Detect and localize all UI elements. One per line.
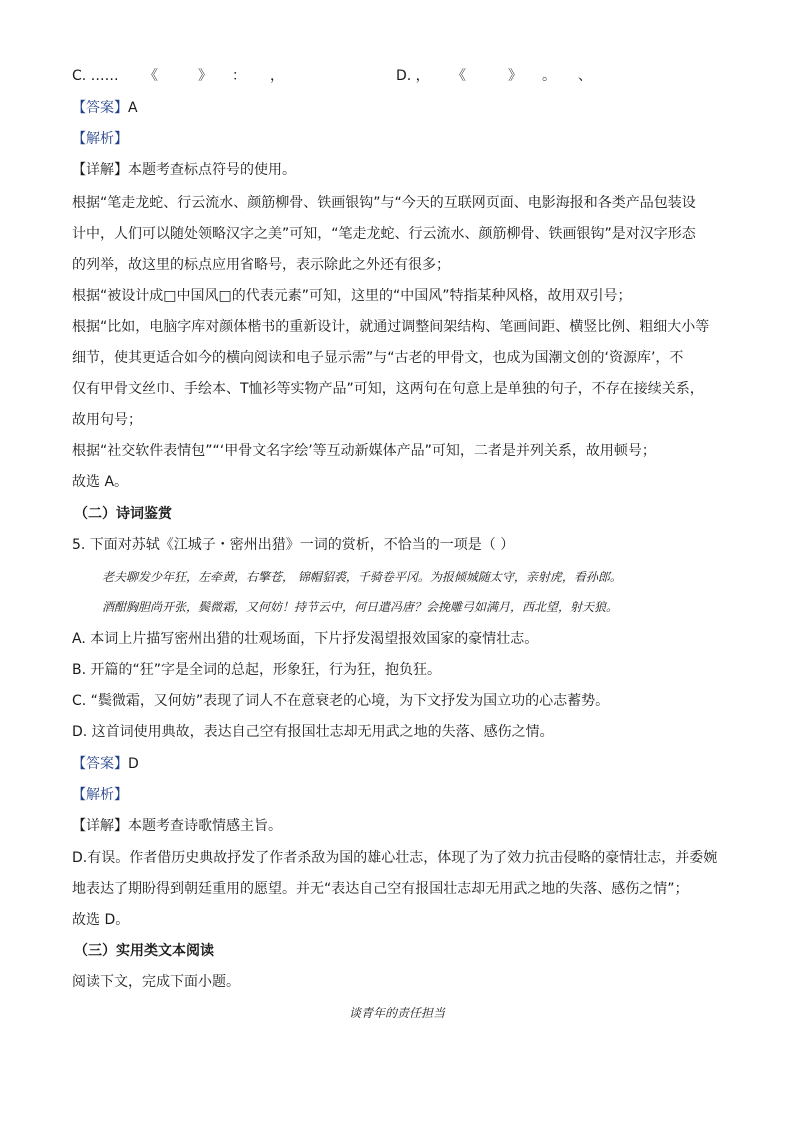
option-d-punct-1: 《 xyxy=(452,68,466,84)
detail-tag: 【详解】 xyxy=(72,818,128,834)
q4-analysis-line: 的列举，故这里的标点应用省略号，表示除此之外还有很多； xyxy=(72,257,450,273)
q5-option-b: B. 开篇的“狂”字是全词的总起，形象狂，行为狂，抱负狂。 xyxy=(72,662,442,678)
option-c-punct-2: 》 xyxy=(198,68,212,84)
q4-detail: 本题考查标点符号的使用。 xyxy=(128,162,296,178)
option-d-punct-3: 。 xyxy=(542,68,556,84)
q5-detail-line xyxy=(72,816,282,836)
q4-analysis-line: 计中，人们可以随处领略汉字之美”可知，“笔走龙蛇、行云流水、颜筋柳骨、铁画银钩”是对汉字形态 xyxy=(72,226,696,242)
option-d-label: D. ， xyxy=(396,68,430,84)
q5-option-d: D. 这首词使用典故，表达自己空有报国壮志却无用武之地的失落、感伤之情。 xyxy=(72,724,554,740)
poem-line: 老夫聊发少年狂，左牵黄，右擎苍， 锦帽貂裘，千骑卷平冈。为报倾城随太守，亲射虎，看孙郎。 xyxy=(102,570,622,584)
option-c-punct-3: ： xyxy=(232,68,246,84)
q5-option-c: C. “鬓微霜，又何妨”表现了词人不在意衰老的心境，为下文抒发为国立功的心志蓄势。 xyxy=(72,693,610,709)
q5-answer-line xyxy=(72,754,139,774)
section-heading-poetry: （二）诗词鉴赏 xyxy=(74,506,172,522)
section-heading-practical: （三）实用类文本阅读 xyxy=(74,943,214,959)
q4-analysis-tag: 【解析】 xyxy=(72,131,128,147)
q5-analysis-line: 地表达了期盼得到朝廷重用的愿望。并无“表达自己空有报国壮志却无用武之地的失落、感伤之情”； xyxy=(72,881,689,897)
q4-analysis-line: 根据“笔走龙蛇、行云流水、颜筋柳骨、铁画银钩”与“今天的互联网页面、电影海报和各类产品包装设 xyxy=(72,195,696,211)
option-c-punct-1: 《 xyxy=(144,68,158,84)
q4-detail-line xyxy=(72,160,296,180)
option-d-punct-4: 、 xyxy=(578,68,592,84)
q4-analysis-line: 细节，使其更适合如今的横向阅读和电子显示需”与“古老的甲骨文，也成为国潮文创的‘资源库’，不 xyxy=(72,350,684,366)
q4-answer-line xyxy=(72,98,138,118)
option-c-punct-4: ， xyxy=(270,68,284,84)
q4-analysis-line: 仅有甲骨文丝巾、手绘本、T恤衫等实物产品”可知，这两句在句意上是单独的句子，不存在接续关系， xyxy=(72,381,704,397)
q5-analysis-line: D.有误。作者借历史典故抒发了作者杀敌为国的雄心壮志，体现了为了效力抗击侵略的豪情壮志，并委婉 xyxy=(72,850,718,866)
q5-option-a: A. 本词上片描写密州出猎的壮观场面，下片抒发渴望报效国家的豪情壮志。 xyxy=(72,631,539,647)
q4-analysis-line: 根据“被设计成□中国风□的代表元素”可知，这里的“中国风”特指某种风格，故用双引号； xyxy=(72,288,632,304)
q5-answer: D xyxy=(128,756,139,772)
q4-answer: A xyxy=(128,100,138,116)
reading-instruction: 阅读下文，完成下面小题。 xyxy=(72,974,240,990)
q4-analysis-line: 根据“比如，电脑字库对颜体楷书的重新设计，就通过调整间架结构、笔画间距、横竖比例、粗细大小等 xyxy=(72,319,710,335)
q5-analysis-line: 故选 D。 xyxy=(72,912,130,928)
detail-tag: 【详解】 xyxy=(72,162,128,178)
q5-detail: 本题考查诗歌情感主旨。 xyxy=(128,818,282,834)
q5-analysis-tag: 【解析】 xyxy=(72,787,128,803)
q5-stem: 5. 下面对苏轼《江城子・密州出猎》一词的赏析，不恰当的一项是（ ） xyxy=(72,537,515,553)
option-c-label: C. …… xyxy=(72,68,119,84)
q4-analysis-line: 故选 A。 xyxy=(72,474,129,490)
poem-line: 酒酣胸胆尚开张，鬓微霜，又何妨！持节云中，何日遣冯唐？会挽雕弓如满月，西北望，射天狼。 xyxy=(102,600,619,614)
option-d-punct-2: 》 xyxy=(508,68,522,84)
article-title: 谈青年的责任担当 xyxy=(348,1006,445,1020)
answer-tag: 【答案】 xyxy=(72,756,128,772)
q4-analysis-line: 根据“社交软件表情包”“‘甲骨文名字绘’等互动新媒体产品”可知，二者是并列关系，故用顿号； xyxy=(72,443,656,459)
q4-analysis-line: 故用句号； xyxy=(72,412,142,428)
answer-tag: 【答案】 xyxy=(72,100,128,116)
